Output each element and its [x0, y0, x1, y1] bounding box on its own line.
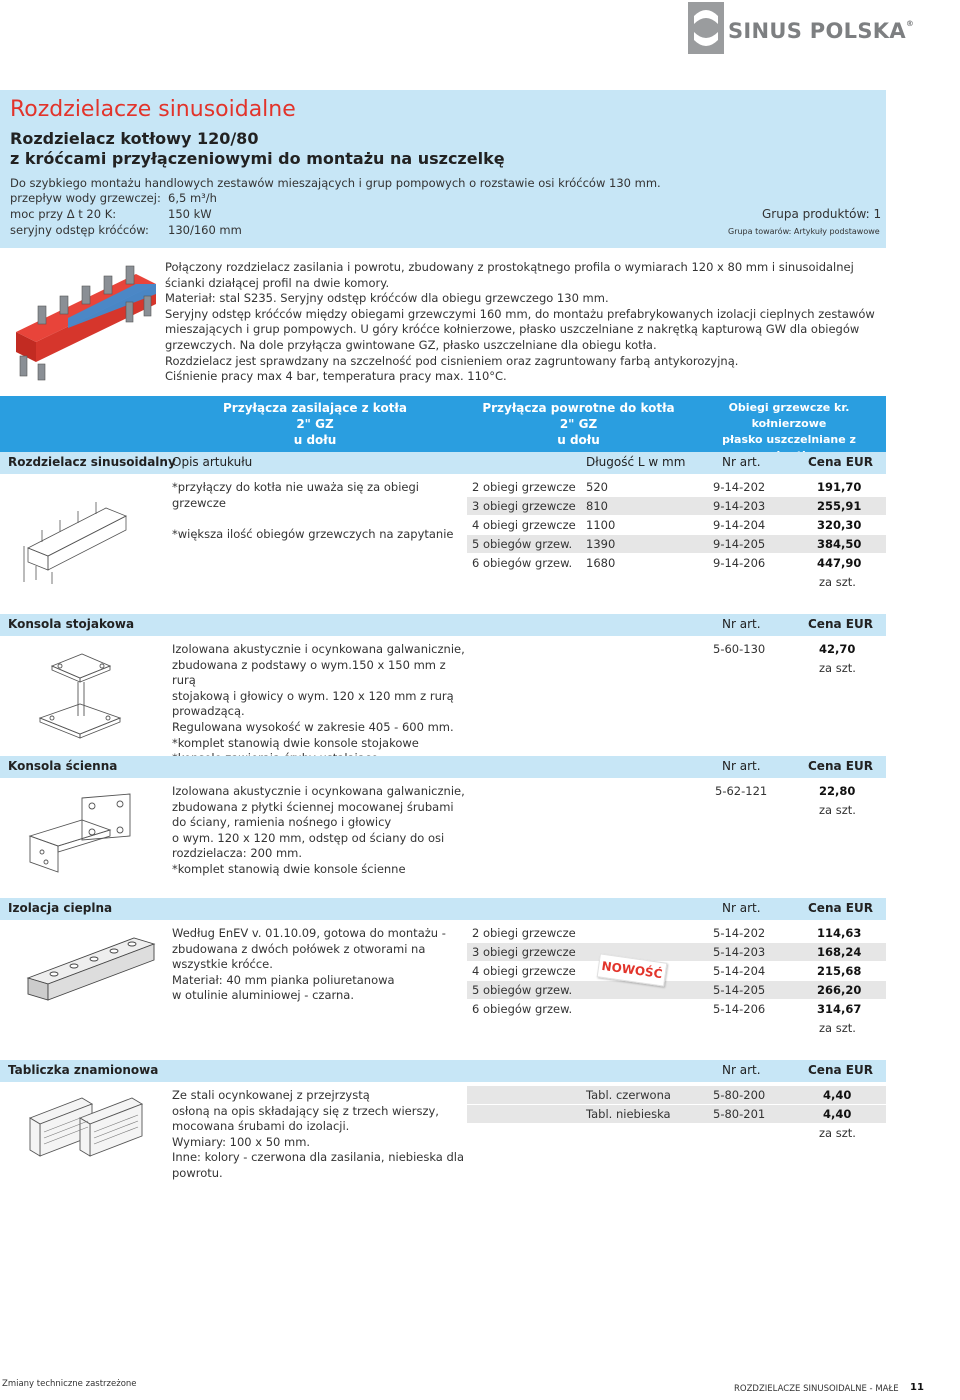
- unit-label: za szt.: [819, 661, 856, 675]
- row-nr: 5-80-201: [713, 1107, 766, 1121]
- section-title: Konsola stojakowa: [8, 617, 135, 631]
- spec-value-power: 150 kW: [168, 207, 212, 221]
- section-header-wall-console: [0, 756, 886, 778]
- new-badge: NOWOŚĆ: [597, 953, 668, 986]
- row-nr: 5-14-205: [713, 983, 766, 997]
- col-header-price: Cena EUR: [808, 617, 873, 631]
- brand-logo: [688, 2, 915, 54]
- unit-label: za szt.: [819, 1126, 856, 1140]
- return-connections: Przyłącza powrotne do kotła 2" GZ u dołu: [482, 401, 675, 447]
- row-desc: 2 obiegi grzewcze: [472, 926, 576, 940]
- spec-label-spacing: seryjny odstęp króćców:: [10, 223, 149, 237]
- col-header-price: Cena EUR: [808, 455, 873, 469]
- row-nr: 5-14-206: [713, 1002, 766, 1016]
- row-nr: 9-14-203: [713, 499, 766, 513]
- section-header-nameplate: [0, 1060, 886, 1082]
- spec-value-spacing: 130/160 mm: [168, 223, 242, 237]
- row-price: 114,63: [817, 926, 862, 940]
- row-price: 320,30: [817, 518, 862, 532]
- supply-connections: Przyłącza zasilające z kotła 2" GZ u dołu: [223, 401, 407, 447]
- row-desc: 2 obiegi grzewcze: [472, 480, 576, 494]
- row-price: 384,50: [817, 537, 862, 551]
- nameplate-icon: [26, 1092, 150, 1162]
- row-desc: 3 obiegi grzewcze: [472, 945, 576, 959]
- insulation-text: Według EnEV v. 01.10.09, gotowa do montażu - zbudowana z dwóch połówek z otworami na wszystkie króćce. Materiał: 40 mm pianka poliuretanowa w otulinie aluminiowej - czarna.: [172, 926, 446, 1003]
- unit-label: za szt.: [819, 575, 856, 589]
- row-nr: 5-14-203: [713, 945, 766, 959]
- row-length: 810: [586, 499, 608, 513]
- spec-label-power: moc przy Δ t 20 K:: [10, 207, 117, 221]
- row-desc: 6 obiegów grzew.: [472, 556, 573, 570]
- section-header-floor-console: [0, 614, 886, 636]
- col-header-nr: Nr art.: [722, 901, 761, 915]
- row-desc: 5 obiegów grzew.: [472, 983, 573, 997]
- row-nr: 9-14-205: [713, 537, 766, 551]
- brand-name: SINUS POLSKA®: [728, 19, 915, 43]
- row-nr: 5-14-204: [713, 964, 766, 978]
- row-desc: Tabl. niebieska: [586, 1107, 671, 1121]
- nameplate-text: Ze stali ocynkowanej z przejrzystą osłoną na opis składający się z trzech wierszy, mocowana śrubami do izolacji. Wymiary: 100 x 50 mm. Inne: kolory - czerwona dla zasilania, niebieska dla powrotu.: [172, 1088, 465, 1180]
- col-header-desc: Opis artukułu: [172, 455, 253, 469]
- col-header-nr: Nr art.: [722, 455, 761, 469]
- unit-label: za szt.: [819, 803, 856, 817]
- col-header-length: Długość L w mm: [586, 455, 686, 469]
- row-price: 314,67: [817, 1002, 862, 1016]
- row-desc: 4 obiegi grzewcze: [472, 518, 576, 532]
- section-title: Izolacja cieplna: [8, 901, 113, 915]
- page-title: Rozdzielacze sinusoidalne: [10, 97, 296, 122]
- row-length: 520: [586, 480, 608, 494]
- floor-console-nr: 5-60-130: [713, 642, 766, 656]
- row-desc: 3 obiegi grzewcze: [472, 499, 576, 513]
- goods-group: Grupa towarów: Artykuły podstawowe: [728, 227, 880, 236]
- spec-value-flow: 6,5 m³/h: [168, 191, 217, 205]
- spec-label-flow: przepływ wody grzewczej:: [10, 191, 161, 205]
- col-header-nr: Nr art.: [722, 1063, 761, 1077]
- unit-label: za szt.: [819, 1021, 856, 1035]
- page-number: 11: [910, 1382, 924, 1393]
- wall-console-price: 22,80: [819, 784, 856, 798]
- insulation-icon: [22, 930, 160, 1006]
- product-subtitle: Rozdzielacz kotłowy 120/80 z króćcami przyłączeniowymi do montażu na uszczelkę: [10, 129, 505, 168]
- row-nr: 9-14-202: [713, 480, 766, 494]
- product-group: Grupa produktów: 1: [762, 207, 882, 221]
- distributor-drawing-icon: [22, 486, 132, 586]
- floor-console-text: Izolowana akustycznie i ocynkowana galwanicznie, zbudowana z podstawy o wym.150 x 150 mm z rurą stojakową i głowicy o wym. 120 x 120 mm z rurą prowadzącą. Regulowana wysokość w zakresie 405 - 600 mm. *komplet stanowią dwie konsole stojakowe: [172, 642, 465, 750]
- row-nr: 9-14-206: [713, 556, 766, 570]
- row-price: 447,90: [817, 556, 862, 570]
- wall-console-nr: 5-62-121: [715, 784, 768, 798]
- row-price: 266,20: [817, 983, 862, 997]
- product-description: Połączony rozdzielacz zasilania i powrotu, zbudowany z prostokątnego profila o wymiarach 120 x 80 mm i sinusoidalnej ścianki działącej profil na dwie komory. Materiał: stal S235. Seryjny odstęp króćców dla obiegu grzewczego 130 mm. Seryjny odstęp króćców między obiegami grzewczymi 160 mm, do montażu prefabrykowanych izolacji cieplnych zestawów mieszających i grup pompowych. U góry króćce kołnierzowe, płasko uszczelniane z nakrętką kapturową GW dla obiegów grzewczych. Na dole przyłącza gwintowane GZ, płasko uszczelniane dla obiegu kotła. Rozdzielacz jest sprawdzany na szczelność pod cisnieniem oraz zagruntowany farbą antykorozyjną. Ciśnienie pracy max 4 bar, temperatura pracy max. 110°C.: [165, 260, 875, 384]
- row-price: 168,24: [817, 945, 862, 959]
- col-header-nr: Nr art.: [722, 759, 761, 773]
- row-price: 4,40: [823, 1088, 852, 1102]
- row-length: 1390: [586, 537, 616, 551]
- section-title: Tabliczka znamionowa: [8, 1063, 159, 1077]
- distributor-image: [8, 262, 158, 384]
- wall-console-icon: [22, 790, 140, 880]
- col-header-price: Cena EUR: [808, 759, 873, 773]
- section-title: Rozdzielacz sinusoidalny: [8, 455, 176, 469]
- section-header-distributor: [0, 452, 886, 474]
- row-desc: 4 obiegi grzewcze: [472, 964, 576, 978]
- heating-circuits-info: Obiegi grzewcze kr. kołnierzowe płasko uszczelniane z: [722, 401, 856, 446]
- row-desc: 6 obiegów grzew.: [472, 1002, 573, 1016]
- floor-console-icon: [30, 646, 130, 746]
- col-header-nr: Nr art.: [722, 617, 761, 631]
- section-header-insulation: [0, 898, 886, 920]
- row-nr: 5-14-202: [713, 926, 766, 940]
- col-header-price: Cena EUR: [808, 901, 873, 915]
- sinus-logo-icon: [688, 2, 724, 54]
- row-desc: Tabl. czerwona: [586, 1088, 671, 1102]
- distributor-notes: *przyłączy do kotła nie uważa się za obiegi grzewcze *większa ilość obiegów grzewczych na zapytanie: [172, 480, 454, 542]
- row-nr: 5-80-200: [713, 1088, 766, 1102]
- intro-text: Do szybkiego montażu handlowych zestawów mieszających i grup pompowych o rozstawie osi króćców 130 mm.: [10, 176, 661, 190]
- wall-console-text: Izolowana akustycznie i ocynkowana galwanicznie, zbudowana z płytki ściennej mocowanej śrubami do ściany, ramienia nośnego i głowicy o wym. 120 x 120 mm, odstęp od ściany do osi rozdzielacza: 200 mm. *komplet stanowią dwie konsole ścienne: [172, 784, 465, 876]
- row-price: 4,40: [823, 1107, 852, 1121]
- row-desc: 5 obiegów grzew.: [472, 537, 573, 551]
- connections-band: [0, 396, 886, 454]
- row-price: 255,91: [817, 499, 862, 513]
- row-price: 215,68: [817, 964, 862, 978]
- floor-console-price: 42,70: [819, 642, 856, 656]
- section-title: Konsola ścienna: [8, 759, 118, 773]
- row-nr: 9-14-204: [713, 518, 766, 532]
- footer-section: ROZDZIELACZE SINUSOIDALNE - MAŁE: [734, 1384, 899, 1394]
- footer-note: Zmiany techniczne zastrzeżone: [2, 1379, 137, 1389]
- row-length: 1680: [586, 556, 616, 570]
- row-price: 191,70: [817, 480, 862, 494]
- col-header-price: Cena EUR: [808, 1063, 873, 1077]
- row-length: 1100: [586, 518, 616, 532]
